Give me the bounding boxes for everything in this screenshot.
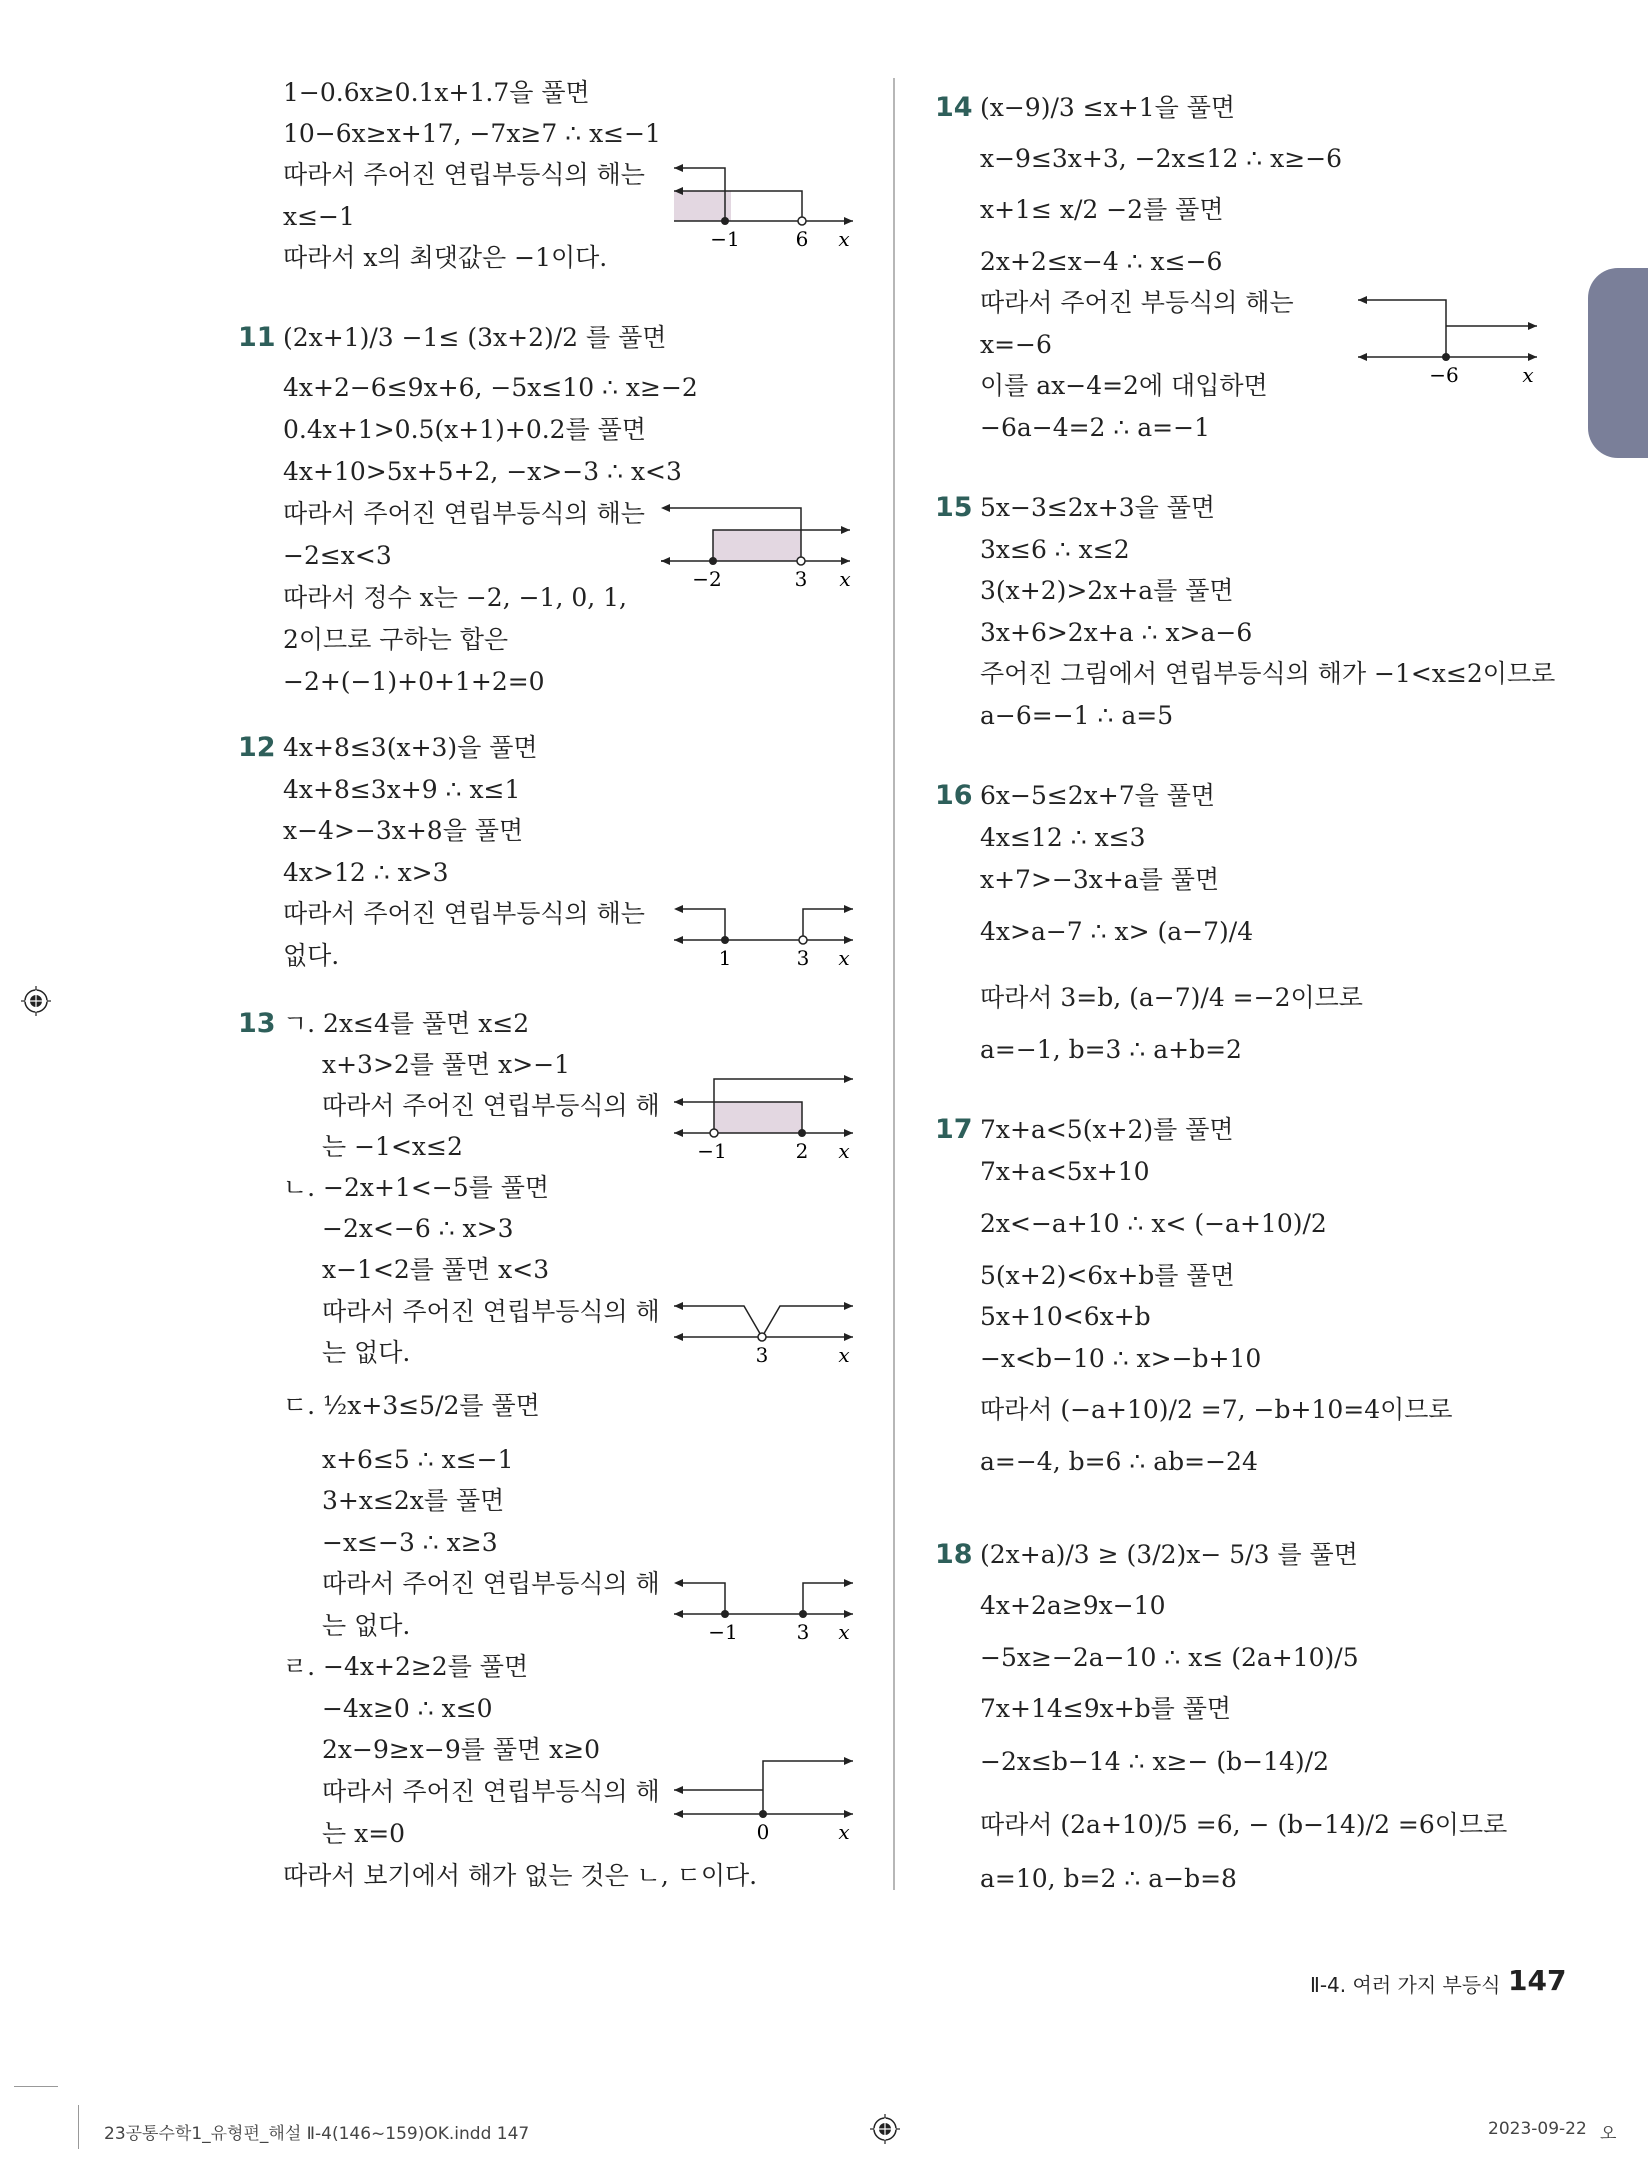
p18-line: a=10, b=2 ∴ a−b=8	[980, 1864, 1237, 1893]
problem-number: 13	[238, 1008, 276, 1039]
p11-line: 0.4x+1>0.5(x+1)+0.2를 풀면	[283, 415, 646, 444]
p10-line: 10−6x≥x+17, −7x≥7 ∴ x≤−1	[283, 119, 661, 148]
p14-line: x=−6	[980, 330, 1052, 359]
p11-line: 따라서 정수 x는 −2, −1, 0, 1,	[283, 583, 627, 612]
registration-mark-icon	[21, 986, 51, 1016]
p13-line: −4x≥0 ∴ x≤0	[322, 1694, 493, 1723]
number-line-figure	[668, 158, 858, 253]
p16-line: 6x−5≤2x+7을 풀면	[980, 781, 1216, 810]
p13-line: ㄷ. ½x+3≤5/2를 풀면	[283, 1391, 540, 1420]
p14-line: 따라서 주어진 부등식의 해는	[980, 288, 1294, 317]
print-date: 2023-09-22	[1488, 2119, 1587, 2139]
p13-line: x+3>2를 풀면 x>−1	[322, 1050, 571, 1079]
number-line-figure	[1352, 288, 1542, 388]
p18-line: −2x≤b−14 ∴ x≥− (b−14)/2	[980, 1747, 1329, 1776]
chapter-tab	[1588, 268, 1648, 458]
p17-line: a=−4, b=6 ∴ ab=−24	[980, 1447, 1258, 1476]
p13-line: 따라서 보기에서 해가 없는 것은 ㄴ, ㄷ이다.	[283, 1861, 758, 1890]
p15-line: 3x+6>2x+a ∴ x>a−6	[980, 618, 1253, 647]
file-name: 23공통수학1_유형편_해설 Ⅱ-4(146~159)OK.indd 147	[104, 2124, 530, 2144]
p10-line: 1−0.6x≥0.1x+1.7을 풀면	[283, 78, 590, 107]
tick-label: 3	[796, 1620, 810, 1644]
p16-line: 4x>a−7 ∴ x> (a−7)/4	[980, 917, 1254, 946]
axis-label: x	[838, 1139, 850, 1163]
p17-line: −x<b−10 ∴ x>−b+10	[980, 1344, 1262, 1373]
axis-label: x	[1522, 363, 1534, 387]
p14-line: x−9≤3x+3, −2x≤12 ∴ x≥−6	[980, 144, 1343, 173]
p13-line: 3+x≤2x를 풀면	[322, 1486, 505, 1515]
p14-line: 2x+2≤x−4 ∴ x≤−6	[980, 247, 1223, 276]
p14-line: x+1≤ x/2 −2를 풀면	[980, 195, 1224, 224]
p18-line: (2x+a)/3 ≥ (3/2)x− 5/3 를 풀면	[980, 1540, 1358, 1569]
p15-line: a−6=−1 ∴ a=5	[980, 701, 1174, 730]
problem-number: 15	[935, 492, 973, 523]
tick-label: −2	[692, 567, 722, 591]
p13-line: 따라서 주어진 연립부등식의 해	[322, 1569, 660, 1598]
p18-line: 7x+14≤9x+b를 풀면	[980, 1694, 1232, 1723]
registration-mark-icon	[870, 2114, 900, 2144]
tick-label: 3	[796, 946, 810, 970]
p13-line: 따라서 주어진 연립부등식의 해	[322, 1777, 660, 1806]
tick-label: 0	[756, 1820, 770, 1844]
problem-number: 18	[935, 1539, 973, 1570]
p14-line: −6a−4=2 ∴ a=−1	[980, 413, 1210, 442]
p15-line: 3x≤6 ∴ x≤2	[980, 535, 1130, 564]
p11-line: −2≤x<3	[283, 541, 392, 570]
tick-label: −1	[708, 1620, 738, 1644]
p14-line: 이를 ax−4=2에 대입하면	[980, 371, 1268, 400]
p16-line: a=−1, b=3 ∴ a+b=2	[980, 1035, 1242, 1064]
p13-line: 는 없다.	[322, 1338, 411, 1367]
axis-label: x	[838, 946, 850, 970]
p14-line: (x−9)/3 ≤x+1을 풀면	[980, 93, 1236, 122]
number-line-figure	[668, 893, 858, 973]
p10-line: x≤−1	[283, 202, 355, 231]
number-line-figure	[655, 498, 855, 593]
p10-line: 따라서 주어진 연립부등식의 해는	[283, 160, 645, 189]
p13-line: 따라서 주어진 연립부등식의 해	[322, 1297, 660, 1326]
p11-line: −2+(−1)+0+1+2=0	[283, 667, 545, 696]
problem-number: 14	[935, 92, 973, 123]
axis-label: x	[838, 1620, 850, 1644]
section-name: Ⅱ-4. 여러 가지 부등식	[1310, 1973, 1501, 1997]
axis-label: x	[838, 1343, 850, 1367]
p17-line: 7x+a<5x+10	[980, 1157, 1150, 1186]
p11-line: 4x+10>5x+5+2, −x>−3 ∴ x<3	[283, 457, 682, 486]
p13-line: x−1<2를 풀면 x<3	[322, 1255, 550, 1284]
p16-line: x+7>−3x+a를 풀면	[980, 865, 1220, 894]
p17-line: 5x+10<6x+b	[980, 1302, 1151, 1331]
tick-label: 3	[794, 567, 808, 591]
p12-line: x−4>−3x+8을 풀면	[283, 816, 524, 845]
p18-line: 따라서 (2a+10)/5 =6, − (b−14)/2 =6이므로	[980, 1810, 1508, 1839]
p18-line: −5x≥−2a−10 ∴ x≤ (2a+10)/5	[980, 1643, 1359, 1672]
p17-line: 2x<−a+10 ∴ x< (−a+10)/2	[980, 1209, 1327, 1238]
p17-line: 5(x+2)<6x+b를 풀면	[980, 1261, 1235, 1290]
tick-label: 3	[755, 1343, 769, 1367]
number-line-figure	[668, 1745, 858, 1845]
crop-mark	[14, 2086, 58, 2087]
p13-line: 2x−9≥x−9를 풀면 x≥0	[322, 1735, 601, 1764]
p15-line: 5x−3≤2x+3을 풀면	[980, 493, 1216, 522]
problem-number: 17	[935, 1114, 973, 1145]
p13-line: ㄹ. −4x+2≥2를 풀면	[283, 1652, 529, 1681]
tick-label: 1	[718, 946, 732, 970]
p15-line: 주어진 그림에서 연립부등식의 해가 −1<x≤2이므로	[980, 659, 1556, 688]
p13-line: −x≤−3 ∴ x≥3	[322, 1528, 498, 1557]
p13-line: 는 −1<x≤2	[322, 1132, 463, 1161]
problem-number: 16	[935, 780, 973, 811]
axis-label: x	[838, 227, 850, 251]
p13-line: 는 x=0	[322, 1819, 406, 1848]
problem-number: 12	[238, 732, 276, 763]
print-time: 오	[1600, 2124, 1617, 2144]
tick-label: 2	[795, 1139, 809, 1163]
axis-label: x	[839, 567, 851, 591]
p18-line: 4x+2a≥9x−10	[980, 1591, 1166, 1620]
p15-line: 3(x+2)>2x+a를 풀면	[980, 576, 1234, 605]
p13-line: −2x<−6 ∴ x>3	[322, 1214, 514, 1243]
page-number: 147	[1508, 1964, 1567, 1997]
p12-line: 없다.	[283, 941, 340, 970]
p13-line: 따라서 주어진 연립부등식의 해	[322, 1091, 660, 1120]
p12-line: 4x>12 ∴ x>3	[283, 858, 449, 887]
p13-line: 는 없다.	[322, 1611, 411, 1640]
p11-line: (2x+1)/3 −1≤ (3x+2)/2 를 풀면	[283, 323, 667, 352]
number-line-figure	[668, 1290, 858, 1370]
number-line-figure	[668, 1567, 858, 1647]
problem-number: 11	[238, 322, 276, 353]
p12-line: 4x+8≤3x+9 ∴ x≤1	[283, 775, 521, 804]
tick-label: 6	[795, 227, 809, 251]
p12-line: 따라서 주어진 연립부등식의 해는	[283, 899, 645, 928]
p17-line: 따라서 (−a+10)/2 =7, −b+10=4이므로	[980, 1395, 1453, 1424]
p13-line: ㄴ. −2x+1<−5를 풀면	[283, 1173, 550, 1202]
p16-line: 4x≤12 ∴ x≤3	[980, 823, 1146, 852]
tick-label: −6	[1429, 363, 1459, 387]
p13-line: ㄱ. 2x≤4를 풀면 x≤2	[283, 1009, 530, 1038]
p16-line: 따라서 3=b, (a−7)/4 =−2이므로	[980, 983, 1363, 1012]
p13-line: x+6≤5 ∴ x≤−1	[322, 1445, 514, 1474]
axis-label: x	[838, 1820, 850, 1844]
p11-line: 2이므로 구하는 합은	[283, 625, 508, 654]
p11-line: 따라서 주어진 연립부등식의 해는	[283, 499, 645, 528]
tick-label: −1	[710, 227, 740, 251]
tick-label: −1	[697, 1139, 727, 1163]
number-line-figure	[668, 1063, 858, 1163]
p17-line: 7x+a<5(x+2)를 풀면	[980, 1115, 1234, 1144]
p10-line: 따라서 x의 최댓값은 −1이다.	[283, 243, 608, 272]
column-divider	[893, 78, 895, 1890]
crop-mark	[78, 2105, 79, 2149]
p12-line: 4x+8≤3(x+3)을 풀면	[283, 733, 538, 762]
p11-line: 4x+2−6≤9x+6, −5x≤10 ∴ x≥−2	[283, 373, 698, 402]
